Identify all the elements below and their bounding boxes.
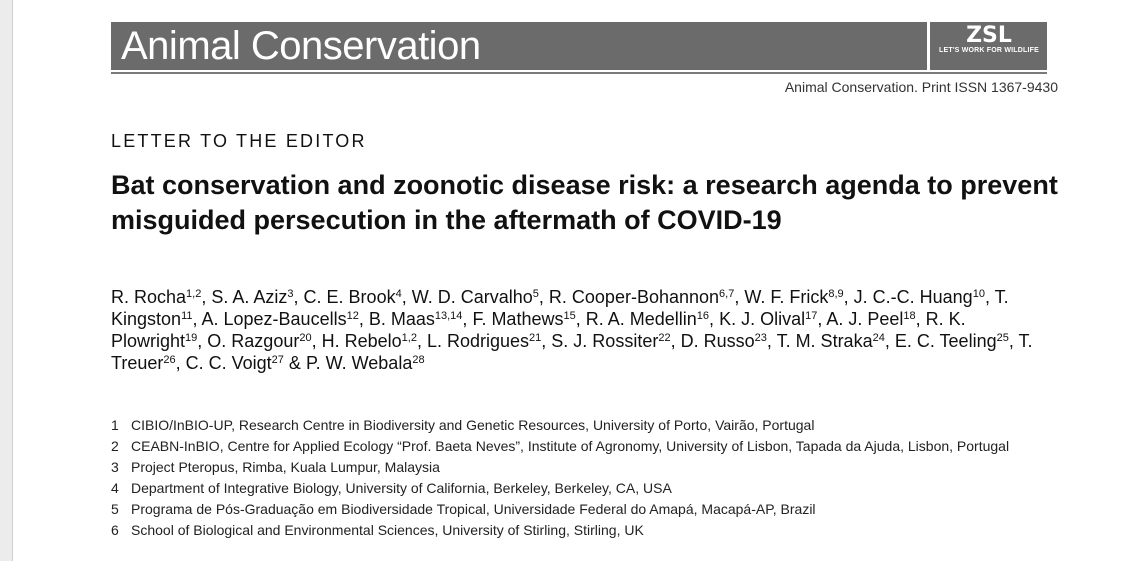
author [777,331,885,351]
affiliation-item [111,499,1051,520]
author-name: S. A. Aziz [211,287,288,307]
author-name: T. Treuer [111,331,1033,373]
author [186,353,284,373]
author [306,353,425,373]
author-affiliation-ref: 17 [805,310,818,322]
author [207,331,311,351]
author-name: E. C. Teeling [894,331,997,351]
affiliation-text: CEABN-InBIO, Centre for Applied Ecology “Prof. Baeta Neves”, Institute of Agronomy, University of Lisbon, Tapada da Ajuda, Lisbon, Portugal [131,438,1010,454]
author-name: F. Mathews [472,309,564,329]
author-affiliation-ref: 20 [299,332,312,344]
affiliation-text: Project Pteropus, Rimba, Kuala Lumpur, Malaysia [131,459,440,475]
affiliation-number: 5 [111,501,119,517]
affiliation-text: CIBIO/InBIO-UP, Research Centre in Biodiversity and Genetic Resources, University of Porto, Vairão, Portugal [131,417,815,433]
author-name: R. Cooper-Bohannon [548,287,720,307]
affiliation-item [111,415,1051,436]
affiliation-list [111,415,1051,541]
author-name: L. Rodrigues [426,331,530,351]
banner-rule [111,72,1047,74]
author-affiliation-ref: 28 [412,354,425,366]
author [551,331,670,351]
author [369,309,463,329]
affiliation-text: School of Biological and Environmental Sciences, University of Stirling, Stirling, UK [131,522,644,538]
author-affiliation-ref: 8,9 [828,288,844,300]
author-name: K. J. Olival [719,309,806,329]
author-affiliation-ref: 25 [996,332,1009,344]
article-title: Bat conservation and zoonotic disease risk: a research agenda to prevent misguided persecution in the aftermath of COVID-19 [111,170,1058,235]
author-affiliation-ref: 11 [181,310,193,322]
author-name: O. Razgour [207,331,300,351]
author-affiliation-ref: 27 [271,354,284,366]
author-affiliation-ref: 15 [563,310,576,322]
author-name: R. K. Plowright [111,309,966,351]
author-name: W. F. Frick [744,287,829,307]
affiliation-number: 2 [111,438,119,454]
author-affiliation-ref: 18 [903,310,916,322]
affiliation-number: 4 [111,480,119,496]
author-affiliation-ref: 12 [346,310,359,322]
author [304,287,402,307]
author [744,287,843,307]
author [111,287,201,307]
author-name: R. Rocha [111,287,187,307]
zsl-logo-text: ZSL [966,23,1012,48]
affiliation-item [111,478,1051,499]
author-affiliation-ref: 16 [696,310,710,322]
author-affiliation-ref: 22 [658,332,671,344]
author-name: A. Lopez-Baucells [201,309,347,329]
affiliation-item [111,436,1051,457]
author-affiliation-ref: 1,2 [186,288,202,300]
author [427,331,541,351]
author-name: J. C.-C. Huang [853,287,973,307]
author [412,287,539,307]
author-list: R. Rocha$^{1,2}$, S. A. Aziz$^3$, C. E. Brook$^4$, W. D. Carvalho$^5$, R. Cooper-Bohannon$^{6,7}$, W. F. Frick$^{8,9}$, J. C.-C. Huang$^{10}$, T. Kingston$^{11}$, A. Lopez-Baucells$^{12}$, B. Maas$^{13,14}$, F. Mathews$^{15}$, R. A. Medellin$^{16}$, K. J. Olival$^{17}$, A. J. Peel$^{18}$, R. K. Plowright$^{19}$, O. Razgour$^{20}$, H. Rebelo$^{1,2}$, L. Rodrigues$^{21}$, S. J. Rossiter$^{22}$, D. Russo$^{23}$, T. M. Straka$^{24}$, E. C. Teeling$^{25}$, T. Treuer$^{26}$, C. C. Voigt$^{27}$ & P. W. Webala$^{28}$ [111,287,1033,373]
zsl-logo-tagline: LET'S WORK FOR WILDLIFE [939,47,1039,54]
author-name: P. W. Webala [305,353,413,373]
author-affiliation-ref: 3 [287,288,294,300]
author-affiliation-ref: 23 [754,332,767,344]
journal-name: Animal Conservation [121,24,481,68]
zsl-logo [939,25,1039,55]
author-affiliation-ref: 21 [529,332,542,344]
author-affiliation-ref: 6,7 [719,288,735,300]
author-affiliation-ref: 24 [872,332,885,344]
author-name: A. J. Peel [826,309,904,329]
author-affiliation-ref: 26 [163,354,176,366]
journal-banner [111,22,1047,70]
affiliation-number: 3 [111,459,119,475]
author [586,309,709,329]
author [681,331,767,351]
author-affiliation-ref: 10 [972,288,985,300]
author-name: H. Rebelo [321,331,402,351]
affiliation-number: 1 [111,417,119,433]
affiliation-text: Programa de Pós-Graduação em Biodiversidade Tropical, Universidade Federal do Amapá, Macapá-AP, Brazil [131,501,816,517]
author [719,309,817,329]
author [549,287,734,307]
author [826,309,915,329]
author [202,309,359,329]
author [211,287,293,307]
affiliation-item [111,520,1051,541]
author-name: D. Russo [680,331,755,351]
author-name: S. J. Rossiter [551,331,659,351]
author [472,309,575,329]
author-affiliation-ref: 13,14 [434,310,463,322]
author-name: T. Kingston [111,287,1009,329]
author [854,287,985,307]
author [322,331,417,351]
author-name: C. C. Voigt [185,353,272,373]
author-name: R. A. Medellin [585,309,697,329]
author-name: W. D. Carvalho [411,287,533,307]
author-affiliation-ref: 19 [185,332,198,344]
banner-divider [927,22,930,70]
issn-line: Animal Conservation. Print ISSN 1367-9430 [784,79,1058,95]
affiliation-text: Department of Integrative Biology, University of California, Berkeley, Berkeley, CA, USA [131,480,672,496]
author-affiliation-ref: 4 [395,288,402,300]
author-name: C. E. Brook [303,287,396,307]
author [895,331,1009,351]
author-name: B. Maas [368,309,435,329]
author-affiliation-ref: 1,2 [401,332,417,344]
author-name: T. M. Straka [776,331,873,351]
section-label: LETTER TO THE EDITOR [111,131,367,151]
affiliation-item [111,457,1051,478]
author-affiliation-ref: 5 [532,288,539,300]
affiliation-number: 6 [111,522,119,538]
